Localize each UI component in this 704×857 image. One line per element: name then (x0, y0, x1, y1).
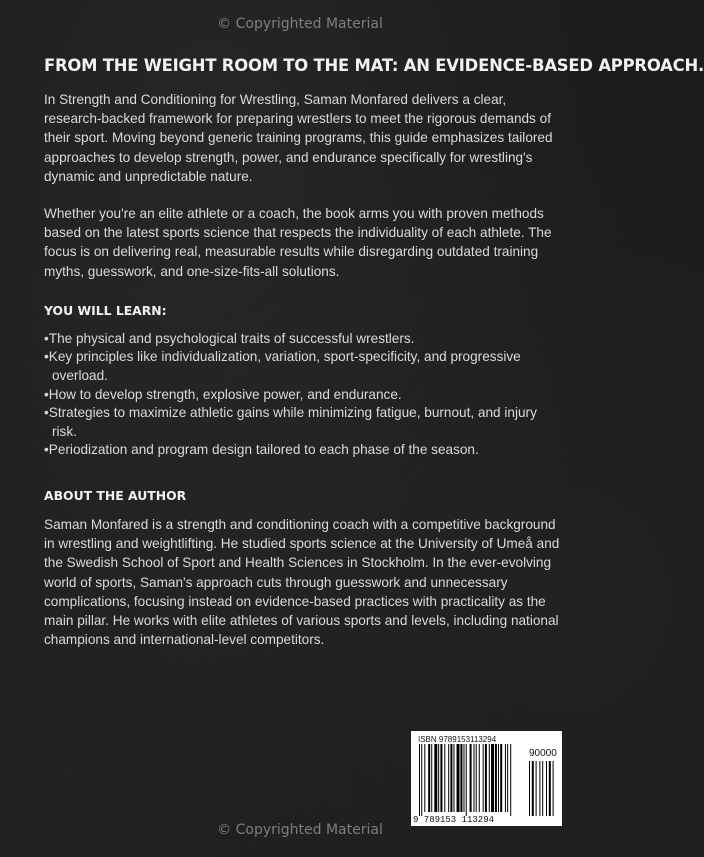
list-item: • Strategies to maximize athletic gains while minimizing fatigue, burnout, and injury risk. (44, 404, 560, 441)
isbn-label: ISBN 9789153113294 (418, 735, 497, 744)
list-item: • How to develop strength, explosive power, and endurance. (44, 386, 560, 405)
copyright-watermark-top: © Copyrighted Material (217, 16, 383, 32)
list-item: • The physical and psychological traits of successful wrestlers. (44, 330, 560, 349)
list-item: • Key principles like individualization, variation, sport-specificity, and progressive overload. (44, 348, 560, 385)
barcode-digits: 9 789153 113294 (413, 815, 495, 825)
learn-heading: YOU WILL LEARN: (44, 302, 167, 318)
barcode-bars (417, 744, 523, 816)
headline: FROM THE WEIGHT ROOM TO THE MAT: AN EVIDENCE-BASED APPROACH. (44, 56, 704, 75)
price-barcode-bars (528, 761, 558, 816)
isbn-barcode (411, 731, 562, 826)
intro-paragraph-2: Whether you're an elite athlete or a coach, the book arms you with proven methods based on the latest sports science that respects the individuality of each athlete. The focus is on delivering real, measurable results while disregarding outdated training myths, guesswork, and one-size-fits-all solutions. (44, 206, 552, 279)
author-bio: Saman Monfared is a strength and conditioning coach with a competitive background in wrestling and weightlifting. He studied sports science at the University of Umeå and the Swedish School of Sport and Health Sciences in Stockholm. In the ever-evolving world of sports, Saman's approach cuts through guesswork and unnecessary complications, focusing instead on evidence-based practices with practicality as the main pillar. He works with elite athletes of various sports and levels, including national champions and international-level competitors. (44, 516, 560, 648)
intro-paragraph-1: In Strength and Conditioning for Wrestling, Saman Monfared delivers a clear, research-backed framework for preparing wrestlers to meet the rigorous demands of their sport. Moving beyond generic training programs, this guide emphasizes tailored approaches to develop strength, power, and endurance specifically for wrestling's dynamic and unpredictable nature. (44, 92, 553, 184)
learn-list (44, 330, 560, 460)
list-item: • Periodization and program design tailored to each phase of the season. (44, 441, 560, 460)
back-cover-text (44, 56, 704, 667)
copyright-watermark-bottom: © Copyrighted Material (217, 822, 383, 838)
author-heading: ABOUT THE AUTHOR (44, 487, 187, 503)
price-code: 90000 (529, 748, 557, 759)
